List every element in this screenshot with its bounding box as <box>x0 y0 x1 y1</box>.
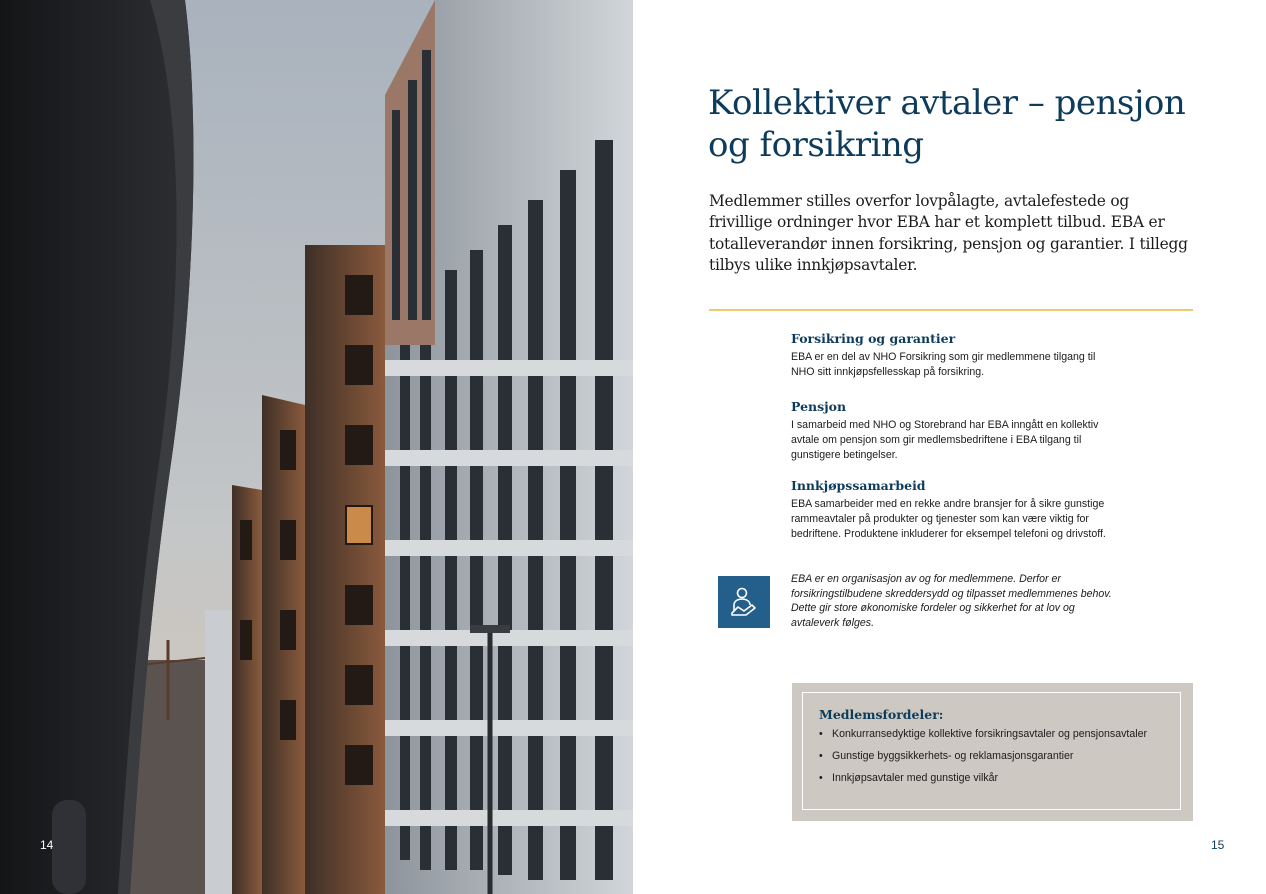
intro-paragraph: Medlemmer stilles overfor lovpålagte, avtalefestede og frivillige ordninger hvor EBA har et komplett tilbud. EBA er totalleverandør innen forsikring, pensjon og garantier. I tillegg tilbys ulike innkjøpsavtaler. <box>709 192 1188 274</box>
benefits-box <box>792 683 1193 821</box>
quote-text: EBA er en organisasjon av og for medlemmene. Derfor er forsikringstilbudene skreddersydd og tilpasset medlemmenes behov. Dette gir store økonomiske fordeler og sikkerhet for at lov og avtaleverk følges. <box>791 573 1112 629</box>
page-number-left: 14 <box>40 838 54 852</box>
section-pensjon <box>791 399 1121 463</box>
section-text: I samarbeid med NHO og Storebrand har EBA inngått en kollektiv avtale om pensjon som gir medlemsbedriftene i EBA tilgang til gunstigere betingelser. <box>791 419 1099 461</box>
section-text: EBA samarbeider med en rekke andre bransjer for å sikre gunstige rammeavtaler på produkter og tjenester som kan være viktig for bedriftene. Produktene inkluderer for eksempel telefoni og drivstoff. <box>791 498 1106 540</box>
benefits-heading: Medlemsfordeler: <box>819 707 944 722</box>
page-number-right: 15 <box>1211 838 1225 852</box>
benefits-list <box>819 727 1169 793</box>
text-page <box>633 0 1266 894</box>
list-item: • Innkjøpsavtaler med gunstige vilkår <box>819 771 1169 786</box>
list-item: • Konkurransedyktige kollektive forsikringsavtaler og pensjonsavtaler <box>819 727 1169 742</box>
section-heading: Innkjøpssamarbeid <box>791 478 926 493</box>
quote-icon-box <box>718 576 770 628</box>
section-heading: Forsikring og garantier <box>791 331 956 346</box>
list-item: • Gunstige byggsikkerhets- og reklamasjonsgarantier <box>819 749 1169 764</box>
section-heading: Pensjon <box>791 399 847 414</box>
accent-divider <box>709 309 1193 311</box>
person-with-hand-icon <box>730 587 758 617</box>
section-text: EBA er en del av NHO Forsikring som gir medlemmene tilgang til NHO sitt innkjøpsfellesskap på forsikring. <box>791 351 1096 378</box>
benefits-frame <box>802 692 1181 810</box>
page-title: Kollektiver avtaler – pensjon og forsikring <box>708 83 1186 165</box>
section-innkjop <box>791 478 1121 542</box>
section-forsikring <box>791 331 1121 380</box>
